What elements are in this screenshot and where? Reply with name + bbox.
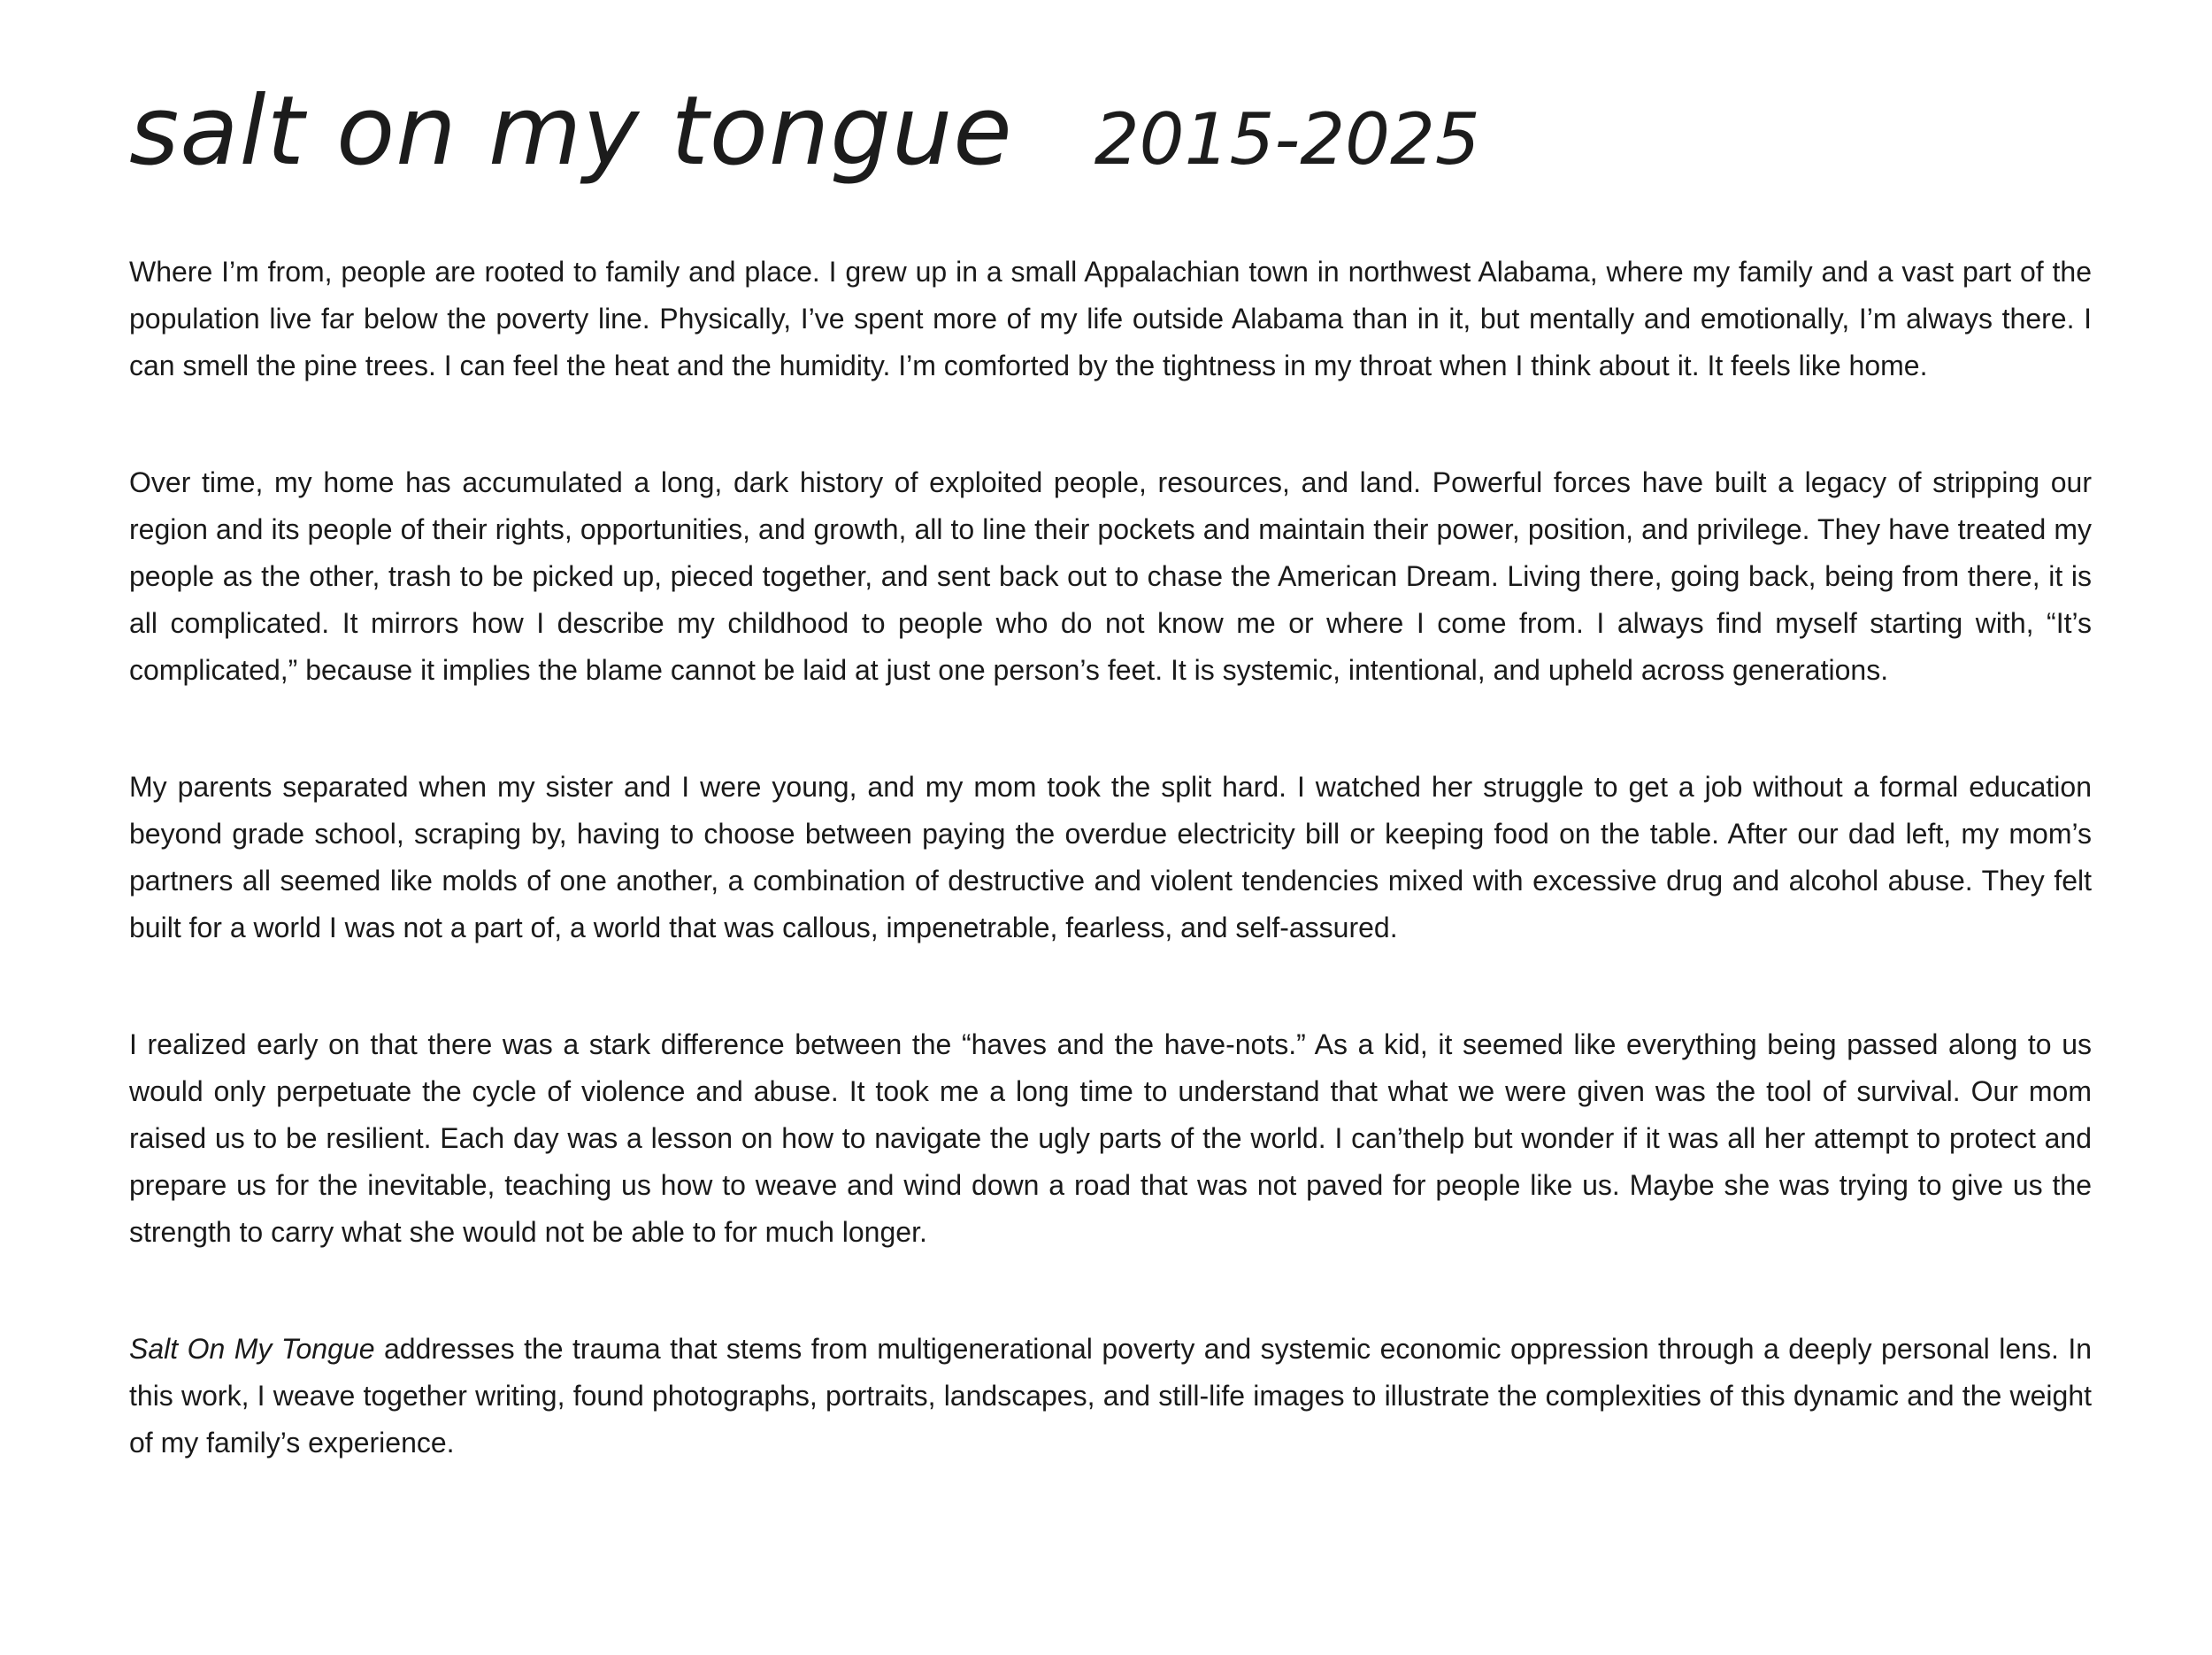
page-header (129, 76, 2092, 187)
date-range: 2015-2025 (1094, 98, 1480, 181)
paragraph-5 (129, 1326, 2092, 1466)
paragraph-2: Over time, my home has accumulated a long, dark history of exploited people, resources, and land. Powerful forces have built a legacy of stripping our region and its people of their rights, opportunities, and growth, all to line their pockets and maintain their power, position, and privilege. They have treated my people as the other, trash to be picked up, pieced together, and sent back out to chase the American Dream. Living there, going back, being from there, it is all complicated. It mirrors how I describe my childhood to people who do not know me or where I come from. I always find myself starting with, “It’s complicated,” because it implies the blame cannot be laid at just one person’s feet. It is systemic, intentional, and upheld across generations. (129, 466, 2092, 687)
artist-statement-page (129, 76, 2092, 1536)
paragraph-4: I realized early on that there was a stark difference between the “haves and the have-nots.” As a kid, it seemed like everything being passed along to us would only perpetuate the cycle of violence and abuse. It took me a long time to understand that what we were given was the tool of survival. Our mom raised us to be resilient. Each day was a lesson on how to navigate the ugly parts of the world. I can’thelp but wonder if it was all her attempt to protect and prepare us for the inevitable, teaching us how to weave and wind down a road that was not paved for people like us. Maybe she was trying to give us the strength to carry what she would not be able to for much longer. (129, 1028, 2092, 1249)
paragraph-5-text: addresses the trauma that stems from multigenerational poverty and systemic economic oppression through a deeply personal lens. In this work, I weave together writing, found photographs, portraits, landscapes, and still-life images to illustrate the complexities of this dynamic and the weight of my family’s experience. (129, 1333, 2092, 1459)
page-title: salt on my tongue (129, 76, 1013, 187)
paragraph-3: My parents separated when my sister and I were young, and my mom took the split hard. I watched her struggle to get a job without a formal education beyond grade school, scraping by, having to choose between paying the overdue electricity bill or keeping food on the table. After our dad left, my mom’s partners all seemed like molds of one another, a combination of destructive and violent tendencies mixed with excessive drug and alcohol abuse. They felt built for a world I was not a part of, a world that was callous, impenetrable, fearless, and self-assured. (129, 771, 2092, 944)
paragraph-1: Where I’m from, people are rooted to family and place. I grew up in a small Appalachian town in northwest Alabama, where my family and a vast part of the population live far below the poverty line. Physically, I’ve spent more of my life outside Alabama than in it, but mentally and emotionally, I’m always there. I can smell the pine trees. I can feel the heat and the humidity. I’m comforted by the tightness in my throat when I think about it. It feels like home. (129, 256, 2092, 382)
work-title: Salt On My Tongue (129, 1333, 375, 1366)
